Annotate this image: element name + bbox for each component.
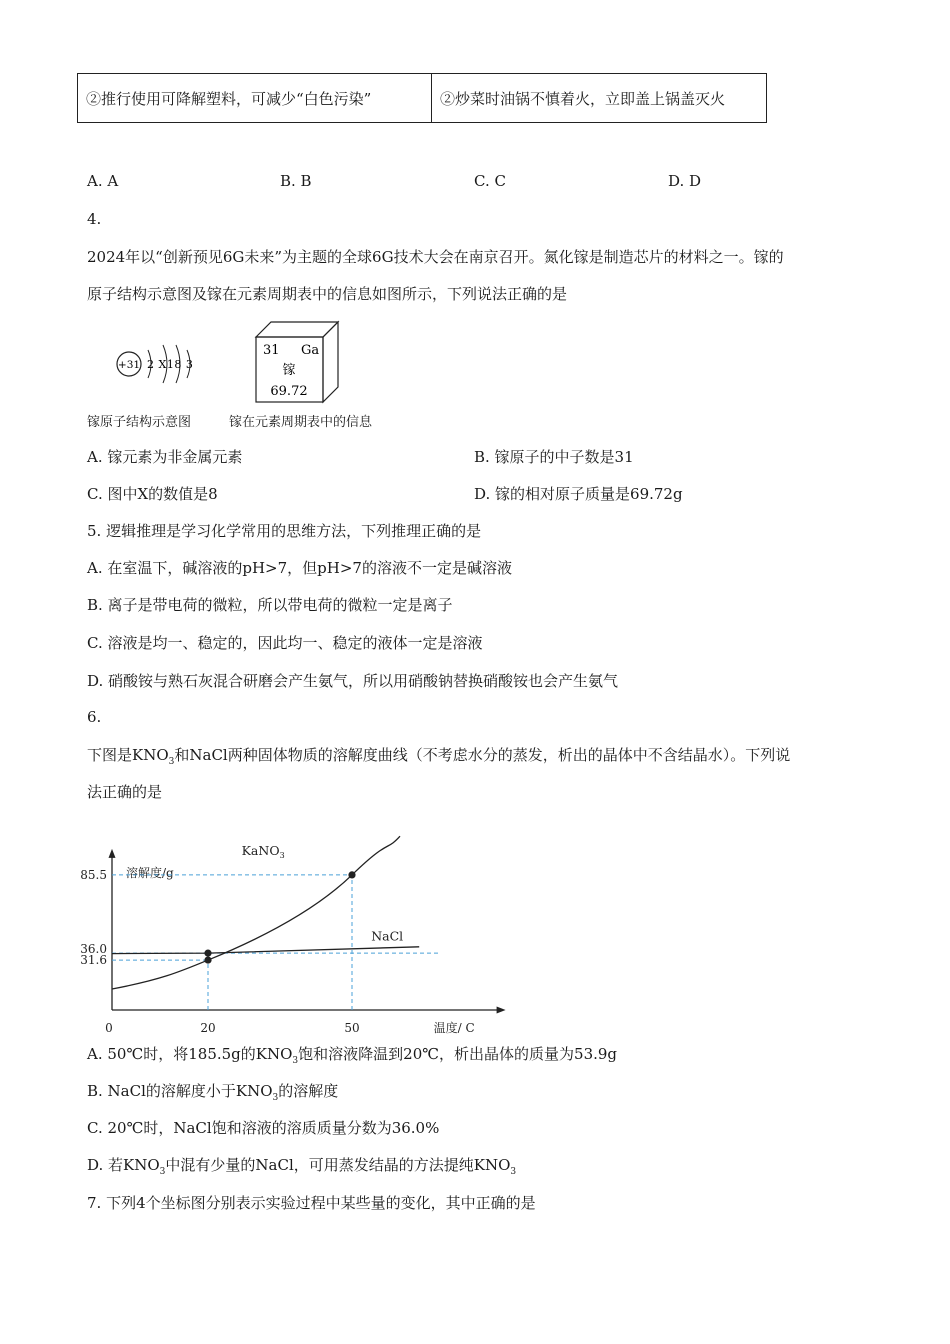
series-curve-kno3 [112, 836, 400, 989]
option-table [77, 73, 767, 123]
q3-option-a: A. A [87, 172, 119, 190]
q6-number: 6. [87, 708, 102, 726]
element-name: 镓 [282, 363, 296, 378]
atom-caption: 镓原子结构示意图 [87, 415, 192, 430]
atom-structure-diagram [112, 335, 202, 395]
y-axis-label: 溶解度/g [126, 865, 174, 880]
q6-option-b: B. NaCl的溶解度小于$KNO_3$的溶解度 [87, 1082, 339, 1103]
electron-shells: 2 X18 3 [147, 358, 194, 371]
atomic-number: 31 [263, 343, 280, 358]
q4-stem-line2: 原子结构示意图及镓在元素周期表中的信息如图所示，下列说法正确的是 [87, 285, 568, 303]
q3-option-d: D. D [668, 172, 702, 190]
series-curve-nacl [112, 947, 419, 954]
q6-stem-line1: 下图是$KNO_3$和NaCl两种固体物质的溶解度曲线（不考虑水分的蒸发，析出的晶体中不含结晶水）。下列说 [87, 746, 791, 767]
q6-stem-line2: 法正确的是 [87, 783, 163, 801]
solubility-chart [80, 805, 475, 1035]
q5-option-c: C. 溶液是均一、稳定的，因此均一、稳定的液体一定是溶液 [87, 634, 483, 652]
q4-option-b: B. 镓原子的中子数是31 [474, 448, 634, 466]
data-point [348, 871, 355, 878]
q6-option-c: C. 20℃时，NaCl饱和溶液的溶质质量分数为36.0% [87, 1119, 440, 1137]
q4-option-c: C. 图中X的数值是8 [87, 485, 218, 503]
data-point [204, 956, 211, 963]
series-label-nacl: NaCl [371, 928, 404, 944]
q4-stem-line1: 2024年以“创新预见6G未来”为主题的全球6G技术大会在南京召开。氮化镓是制造芯片的材料之一。镓的 [87, 248, 784, 266]
atomic-mass: 69.72 [270, 384, 308, 399]
y-tick-label: 36.0 [80, 942, 107, 957]
q7-stem: 7. 下列4个坐标图分别表示实验过程中某些量的变化，其中正确的是 [87, 1194, 536, 1212]
x-tick-label: 20 [200, 1021, 216, 1035]
q4-option-a: A. 镓元素为非金属元素 [87, 448, 243, 466]
q5-option-d: D. 硝酸铵与熟石灰混合研磨会产生氨气，所以用硝酸钠替换硝酸铵也会产生氨气 [87, 672, 619, 690]
q4-option-d: D. 镓的相对原子质量是69.72g [474, 485, 683, 503]
q5-stem: 5. 逻辑推理是学习化学常用的思维方法，下列推理正确的是 [87, 522, 482, 540]
element-caption: 镓在元素周期表中的信息 [229, 415, 373, 430]
table-cell-left: ②推行使用可降解塑料，可减少“白色污染” [78, 74, 432, 122]
data-point [204, 950, 211, 957]
q4-number: 4. [87, 210, 102, 228]
q6-option-d: D. 若$KNO_3$中混有少量的NaCl，可用蒸发结晶的方法提纯$KNO_3$ [87, 1156, 517, 1177]
table-cell-right: ②炒菜时油锅不慎着火，立即盖上锅盖灭火 [440, 89, 726, 108]
q3-option-c: C. C [474, 172, 506, 190]
origin-label: 0 [105, 1021, 113, 1035]
y-tick-label: 85.5 [80, 867, 107, 882]
q5-option-b: B. 离子是带电荷的微粒，所以带电荷的微粒一定是离子 [87, 596, 453, 614]
q5-option-a: A. 在室温下，碱溶液的pH>7，但pH>7的溶液不一定是碱溶液 [87, 559, 512, 577]
x-tick-label: 50 [344, 1021, 360, 1035]
series-label-kno3: KaNO$_3$ [241, 843, 285, 861]
element-symbol: Ga [301, 343, 320, 358]
y-axis-arrow [109, 849, 116, 858]
element-cell-diagram [252, 318, 342, 403]
y-tick-label: 31.6 [80, 953, 107, 968]
x-axis-label: 温度/ C [433, 1021, 475, 1035]
nucleus-charge: +31 [117, 359, 141, 371]
x-axis-arrow [497, 1007, 506, 1014]
q3-option-b: B. B [280, 172, 312, 190]
q6-option-a: A. 50℃时，将185.5g的$KNO_3$饱和溶液降温到20℃，析出晶体的质量为53.9g [87, 1045, 618, 1066]
